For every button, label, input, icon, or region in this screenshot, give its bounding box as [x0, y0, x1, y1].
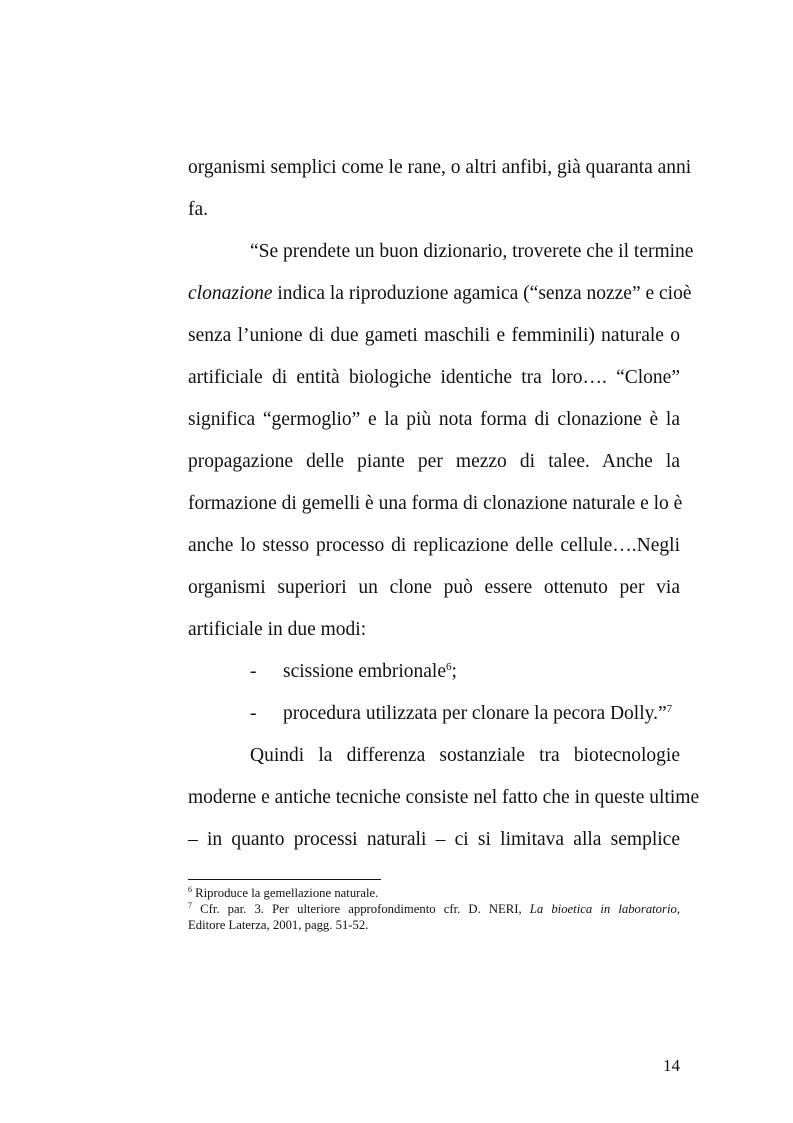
text-line: significa “germoglio” e la più nota forma di clonazione è la: [188, 409, 680, 430]
list-item: [188, 651, 680, 693]
text-span: indica la riproduzione agamica (“senza nozze” e cioè: [272, 283, 692, 304]
footnote-6: [188, 885, 680, 901]
text-line: anche lo stesso processo di replicazione delle cellule….Negli: [188, 535, 680, 556]
text-line: propagazione delle piante per mezzo di talee. Anche la: [188, 451, 680, 472]
text-line: organismi semplici come le rane, o altri anfibi, già quaranta anni: [188, 157, 692, 178]
text-line: formazione di gemelli è una forma di clonazione naturale e lo è: [188, 493, 683, 514]
list-item-label: procedura utilizzata per clonare la pecora Dolly.”: [283, 703, 667, 724]
body-text: [188, 147, 700, 861]
text-line: fa.: [188, 199, 209, 220]
footnote-text: Riproduce la gemellazione naturale.: [192, 886, 379, 900]
footnote-italic-title: La bioetica in laboratorio,: [529, 902, 681, 916]
text-line: “Se prendete un buon dizionario, troverete che il termine: [250, 241, 694, 262]
list-dash: -: [250, 661, 257, 682]
page-number: 14: [663, 1056, 680, 1075]
footnotes: [188, 885, 680, 933]
footnote-text: Cfr. par. 3. Per ulteriore approfondimento cfr. D. NERI,: [192, 902, 530, 916]
list-item-text: [283, 693, 672, 735]
text-line: – in quanto processi naturali – ci si limitava alla semplice: [188, 829, 680, 850]
text-line: moderne e antiche tecniche consiste nel fatto che in queste ultime: [188, 787, 700, 808]
list-item-label: scissione embrionale: [283, 661, 446, 682]
italic-term: clonazione: [188, 283, 273, 304]
text-line: artificiale di entità biologiche identiche tra loro…. “Clone”: [188, 367, 680, 388]
list-item-text: [283, 651, 457, 693]
footnote-7-continued: Editore Laterza, 2001, pagg. 51-52.: [188, 918, 369, 932]
list-dash: -: [250, 703, 257, 724]
text-line: Quindi la differenza sostanziale tra biotecnologie: [250, 745, 680, 766]
footnote-separator: [188, 879, 381, 880]
list-item-suffix: ;: [451, 661, 457, 682]
text-line: artificiale in due modi:: [188, 619, 367, 640]
list-item: [188, 693, 680, 735]
footnote-number: 7: [188, 901, 192, 910]
footnote-7: [188, 901, 680, 917]
footnote-ref-6[interactable]: 6: [446, 661, 452, 673]
text-line: organismi superiori un clone può essere ottenuto per via: [188, 577, 680, 598]
footnote-number: 6: [188, 885, 192, 894]
text-line: senza l’unione di due gameti maschili e femminili) naturale o: [188, 325, 680, 346]
text-line: [188, 273, 692, 315]
footnote-ref-7[interactable]: 7: [666, 703, 673, 715]
